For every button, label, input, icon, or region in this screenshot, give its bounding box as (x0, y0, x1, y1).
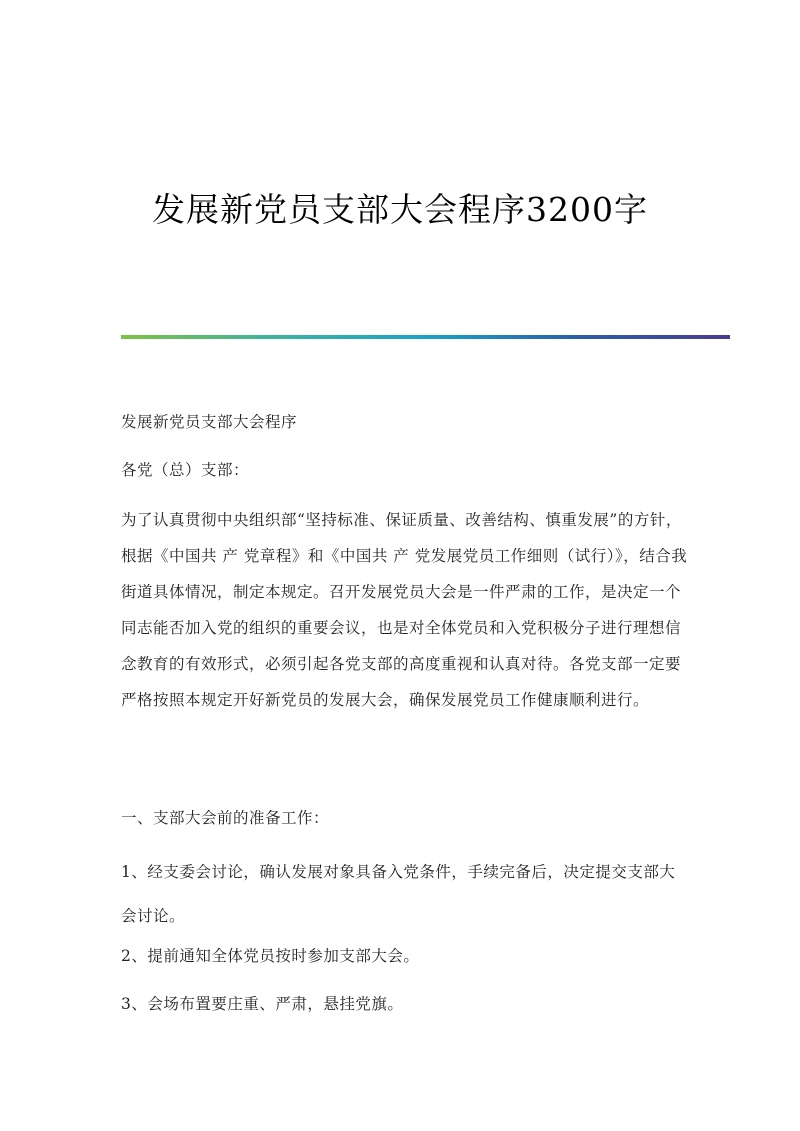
list-item-3: 3、会场布置要庄重、严肃，悬挂党旗。 (121, 995, 404, 1013)
document-heading: 发展新党员支部大会程序 (121, 413, 298, 431)
intro-paragraph: 为了认真贯彻中央组织部“坚持标准、保证质量、改善结构、慎重发展”的方针，根据《中国共 产 党章程》和《中国共 产 党发展党员工作细则（试行）》，结合我街道具体情况，制定本规定。召开发展党员大会是一件严肃的工作，是决定一个同志能否加入党的组织的重要会议，也是对全体党员和入党积极分子进行理想信念教育的有效形式，必须引起各党支部的高度重视和认真对待。各党支部一定要严格按照本规定开好新党员的发展大会，确保发展党员工作健康顺利进行。 (121, 511, 688, 709)
list-item-2: 2、提前通知全体党员按时参加支部大会。 (121, 947, 420, 965)
page-title: 发展新党员支部大会程序3200字 (152, 190, 648, 229)
section-1-heading: 一、支部大会前的准备工作： (121, 809, 330, 827)
list-item-1: 1、经支委会讨论，确认发展对象具备入党条件，手续完备后，决定提交支部大会讨论。 (121, 863, 676, 925)
salutation: 各党（总）支部： (121, 461, 250, 479)
title-divider (121, 335, 730, 339)
